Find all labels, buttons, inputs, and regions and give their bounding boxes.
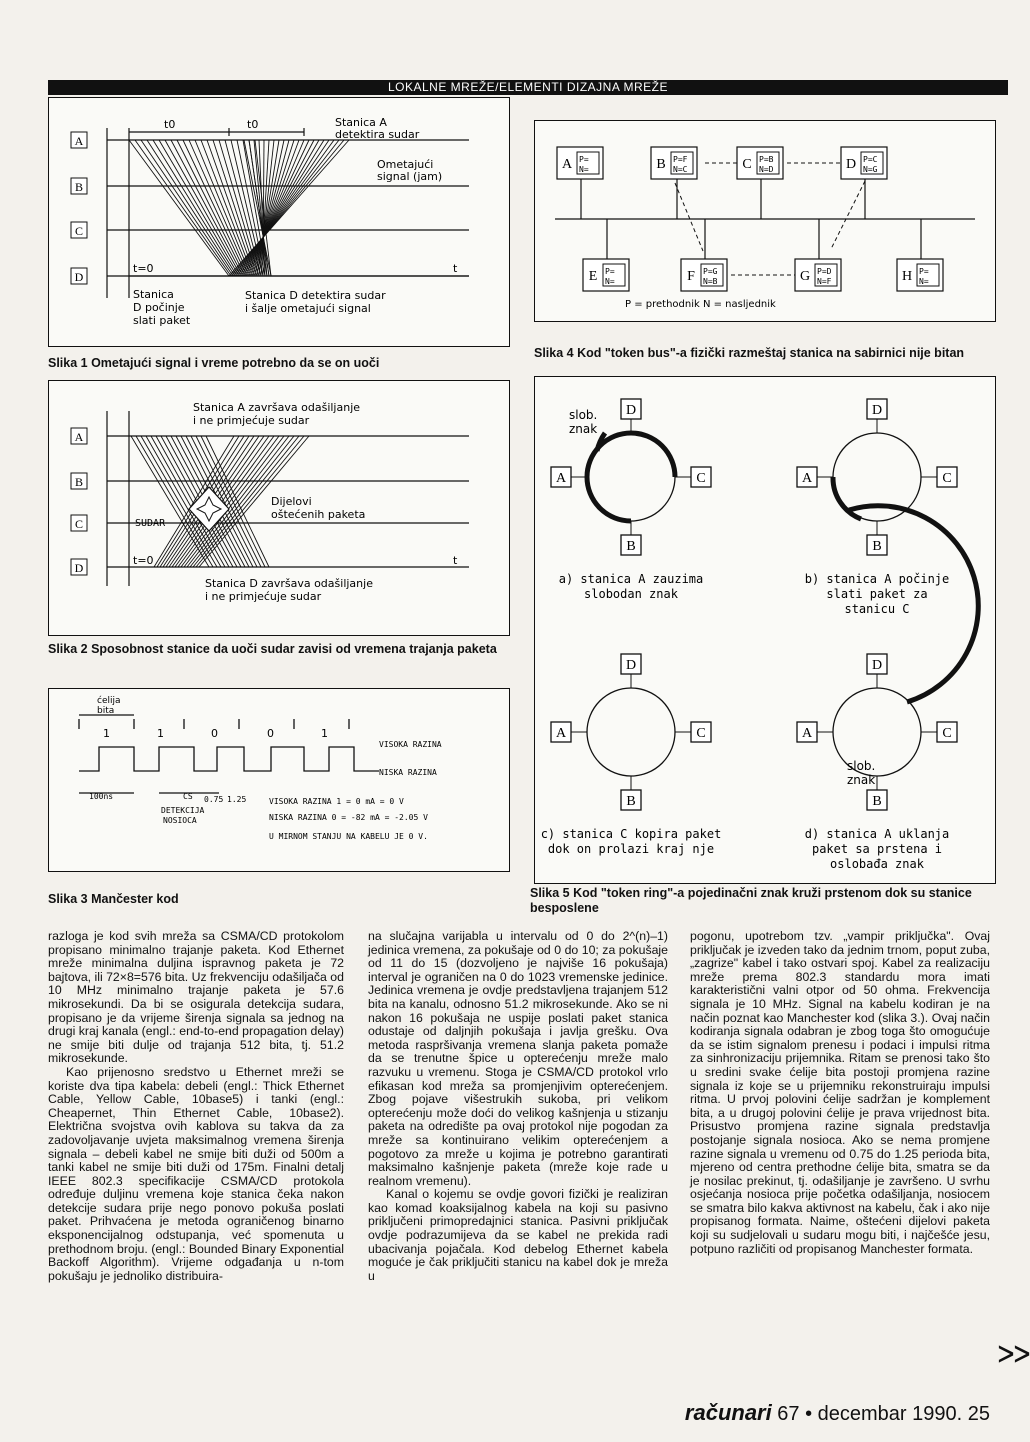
cs-desc-2: NOSIOCA: [163, 816, 197, 825]
bus-node-h: [897, 259, 943, 291]
bit-3: 0: [211, 727, 218, 740]
body-column-1: [48, 930, 344, 1283]
fig4-legend: P = prethodnik N = nasljednik: [625, 299, 776, 310]
legend-2: NISKA RAZINA 0 = -82 mA = -2.05 V: [269, 813, 428, 822]
cell-label-2: bita: [97, 706, 115, 716]
continue-arrow-icon: ᐳᐳ: [998, 1342, 1030, 1367]
cs-value-2: 1.25: [227, 795, 247, 804]
sudar-label: SUDAR: [135, 518, 166, 529]
bit-5: 1: [321, 727, 328, 740]
a-ends-line1: Stanica A završava odašiljanje: [193, 401, 361, 414]
svg-text:b) stanica A počinje: b) stanica A počinje: [804, 572, 950, 586]
station-b-label: B: [74, 180, 84, 194]
svg-text:C: C: [696, 726, 706, 741]
parts-line1: Dijelovi: [271, 495, 312, 508]
token-ring-panel-3: [541, 433, 722, 856]
figure-1-caption: Slika 1 Ometajući signal i vreme potrebno da se on uoči: [48, 356, 380, 370]
svg-text:C: C: [942, 726, 952, 741]
figure-2-drawing: [49, 381, 509, 635]
station-d-label: D: [74, 270, 84, 284]
bus-node-d: [841, 147, 887, 179]
f2-station-c: C: [74, 517, 84, 531]
figure-1: [48, 97, 510, 347]
svg-text:stanicu C: stanicu C: [844, 602, 910, 616]
svg-text:N=: N=: [579, 165, 589, 174]
low-level: NISKA RAZINA: [379, 768, 437, 777]
col1-para-1: razloga je kod svih mreža sa CSMA/CD protokolom propisano minimalno trajanje paketa. Kod Ethernet mreže minimalna duljina ispravnog paketa je 72 bajtova, ili 72×8=576 bita. Uz frekvenciju odašiljača od 10 MHz minimalno trajanje paketa je 57.6 mikrosekundi. Da bi se osigurala detekcija sudara, propisano je da vrijeme širenja signala sa jednog na drugi kraj kanala (engl.: end-to-end propagation delay) ne smije biti dulje od trajanja 512 bita, tj. 51.2 mikrosekunde.: [48, 929, 344, 1066]
svg-text:a) stanica A zauzima: a) stanica A zauzima: [558, 572, 704, 586]
svg-text:B: B: [626, 794, 636, 809]
magazine-brand: računari: [684, 1400, 772, 1425]
svg-text:P=: P=: [579, 155, 589, 164]
legend-1: VISOKA RAZINA 1 = 0 mA = 0 V: [269, 797, 404, 806]
section-header: LOKALNE MREŽE/ELEMENTI DIZAJNA MREŽE: [48, 80, 1008, 95]
jam-line2: signal (jam): [377, 170, 443, 183]
svg-text:N=D: N=D: [759, 165, 774, 174]
svg-text:H: H: [901, 269, 913, 284]
period: 100ns: [89, 792, 114, 801]
svg-text:B: B: [626, 539, 636, 554]
figure-1-drawing: [49, 98, 509, 346]
f2-station-a: A: [74, 430, 84, 444]
svg-text:A: A: [801, 726, 813, 741]
svg-text:P=C: P=C: [863, 155, 878, 164]
cs-desc-1: DETEKCIJA: [161, 806, 205, 815]
svg-text:D: D: [625, 403, 637, 418]
figure-5: [534, 376, 996, 884]
cs-value-1: 0.75: [204, 795, 224, 804]
svg-text:paket sa prstena i: paket sa prstena i: [811, 842, 943, 856]
svg-text:N=G: N=G: [863, 165, 878, 174]
bit-1: 1: [103, 727, 110, 740]
bus-node-b: [651, 147, 697, 179]
figure-4-drawing: [535, 121, 995, 321]
svg-text:P=: P=: [919, 267, 929, 276]
d-detects-line2: i šalje ometajući signal: [245, 302, 371, 315]
svg-text:N=: N=: [919, 277, 929, 286]
svg-text:N=F: N=F: [817, 277, 832, 286]
f2-t-axis: t: [453, 554, 458, 567]
bus-node-e: [583, 259, 629, 291]
cell-label-1: ćelija: [97, 696, 121, 706]
col3-para-1: pogonu, upotrebom tzv. „vampir priključka". Ovaj priključak je izveden tako da jednim trnom, poput zuba, „zagrize" kabel i tako ostvari spoj. Kabel za realizaciju mreže prema 802.3 standardu mora imati karakteristični valni otpor od 50 ohma. Frekvencija signala je 10 MHz. Signal na kabelu kodiran je na način poznat kao Manchester kod (slika 3.). Ovaj način kodiranja signala odabran je zbog toga što omogućuje da se istim signalom prenesu i podaci i impulsi ritma za sinhronizaciju prijemnika. Ritam se prenosi tako što u sredini svake ćelije bita postoji promjena razine signala iz koje se u prijemniku rekonstruiraju impulsi ritma. U prvoj polovini ćelije sadržan je komplement bita, a u drugoj polovini ćelije je prava vrijednost bita. Prisustvo promjena razine signala predstavlja postojanje signala nosioca. Ako se nema promjene razine signala u vremenu od 0.75 do 1.25 perioda bita, mjereno od centra prethodne ćelije bita, smatra se da je nosilac prekinut, tj. odašiljanje je završeno. U svrhu osjećanja nosioca prije početka odašiljanja, nosiocem se smatra bilo kakva aktivnost na kabelu, čak i ako nije propisanog formata. Naime, oštećeni dijelovi paketa koji su sudjelovali u sudaru mogu biti, i najčešće jesu, potpuno različiti od propisanog Manchester formata.: [690, 929, 990, 1256]
svg-text:A: A: [555, 471, 567, 486]
svg-text:F: F: [687, 269, 695, 284]
svg-text:D: D: [871, 403, 883, 418]
d-ends-line2: i ne primjećuje sudar: [205, 590, 322, 603]
svg-text:D: D: [845, 157, 857, 172]
svg-text:P=D: P=D: [817, 267, 832, 276]
d-starts-line1: Stanica: [133, 288, 174, 301]
token-ring-panel-1: [551, 399, 711, 601]
svg-text:d) stanica A uklanja: d) stanica A uklanja: [804, 827, 950, 841]
d-ends-line1: Stanica D završava odašiljanje: [205, 577, 373, 590]
figure-5-caption: Slika 5 Kod "token ring"-a pojedinačni znak kruži prstenom dok su stanice besposlene: [530, 886, 972, 915]
issue-info: 67 • decembar 1990. 25: [771, 1403, 990, 1425]
svg-text:C: C: [942, 471, 952, 486]
station-c-label: C: [74, 224, 84, 238]
t0-left: t0: [164, 118, 176, 131]
svg-text:slobodan znak: slobodan znak: [584, 587, 678, 601]
body-column-3: [690, 930, 990, 1256]
svg-text:A: A: [801, 471, 813, 486]
f2-station-b: B: [74, 475, 84, 489]
svg-text:C: C: [742, 157, 752, 172]
svg-text:P=B: P=B: [759, 155, 774, 164]
svg-text:c) stanica C kopira paket: c) stanica C kopira paket: [540, 827, 722, 841]
a-detects-line2: detektira sudar: [335, 128, 420, 141]
d-starts-line3: slati paket: [133, 314, 191, 327]
t-zero: t=0: [133, 262, 154, 275]
svg-text:E: E: [588, 269, 598, 284]
page-footer: [685, 1400, 990, 1426]
figure-3: [48, 688, 510, 872]
bus-node-a: [557, 147, 603, 179]
high-level: VISOKA RAZINA: [379, 740, 442, 749]
cs-label: CS: [183, 792, 193, 801]
t-axis: t: [453, 262, 458, 275]
svg-text:C: C: [696, 471, 706, 486]
a-detects-line1: Stanica A: [335, 116, 387, 129]
bit-4: 0: [267, 727, 274, 740]
svg-text:P=: P=: [605, 267, 615, 276]
figure-2-caption: Slika 2 Sposobnost stanice da uoči sudar zavisi od vremena trajanja paketa: [48, 642, 497, 656]
bus-node-g: [795, 259, 841, 291]
figure-2: [48, 380, 510, 636]
svg-text:N=B: N=B: [703, 277, 718, 286]
svg-text:D: D: [871, 658, 883, 673]
svg-text:N=C: N=C: [673, 165, 688, 174]
col2-para-2: Kanal o kojemu se ovdje govori fizički je realiziran kao komad koaksijalnog kabela na koji su pasivno priključeni primopredajnici stanica. Pasivni priključak ovdje podrazumijeva da se kabel ne prekida radi ubacivanja pojačala. Kod debelog Ethernet kabela moguće je čak priključiti stanicu na kabel dok je mreža u: [368, 1187, 668, 1283]
svg-text:P=F: P=F: [673, 155, 688, 164]
svg-text:slati paket za: slati paket za: [826, 587, 928, 601]
station-a-label: A: [74, 134, 84, 148]
figure-5-drawing: [535, 377, 995, 883]
d-detects-line1: Stanica D detektira sudar: [245, 289, 386, 302]
svg-text:slob.: slob.: [569, 408, 598, 422]
bit-2: 1: [157, 727, 164, 740]
svg-text:B: B: [656, 157, 666, 172]
figure-3-caption: Slika 3 Mančester kod: [48, 892, 179, 906]
jam-line1: Ometajući: [377, 158, 434, 171]
col2-para-1: na slučajna varijabla u intervalu od 0 do 2^(n)–1) jedinica vremena, za pokušaje od 0 do 10; za pokušaje od 11 do 15 (dozvoljeno je najviše 16 pokušaja) interval je ograničen na 0 do 1023 vremenske jedinice. Jedinica vremena je ovdje predstavljena trajanjem 512 bita na kanalu, odnosno 51.2 mikrosekunde. Ako se ni nakon 16 pokušaja ne uspije poslati paket stanica odustaje od daljnjih pokušaja i javlja grešku. Ova metoda raspršivanja vremena slanja paketa pomaže da se trenutne špice u opterećenju mreže malo razvuku u vremenu. Stoga je CSMA/CD protokol vrlo efikasan kod mreža sa promjenjivim opterećenjem. Zbog pojave višestrukih sukoba, pri velikom opterećenju može doći do velikog kašnjenja u stizanju paketa na odredište pa ovaj protokol nije pogodan za mreže sa kontinuirano velikim opterećenjem a pogotovo za mreže u kojima je potrebno garantirati maksimalno kašnjenje paketa (mreže koje rade u realnom vremenu).: [368, 929, 668, 1188]
t0-right: t0: [247, 118, 259, 131]
svg-text:A: A: [561, 157, 573, 172]
svg-text:slob.: slob.: [847, 759, 876, 773]
figure-3-drawing: [49, 689, 509, 871]
svg-text:B: B: [872, 539, 882, 554]
f2-station-d: D: [74, 561, 84, 575]
svg-text:A: A: [555, 726, 567, 741]
svg-text:znak: znak: [569, 422, 598, 436]
figure-4: [534, 120, 996, 322]
svg-text:B: B: [872, 794, 882, 809]
legend-3: U MIRNOM STANJU NA KABELU JE 0 V.: [269, 832, 428, 841]
svg-text:P=G: P=G: [703, 267, 718, 276]
svg-text:oslobađa znak: oslobađa znak: [830, 857, 924, 871]
token-ring-panel-4: [797, 506, 978, 871]
body-column-2: [368, 930, 668, 1283]
svg-text:G: G: [799, 269, 811, 284]
d-starts-line2: D počinje: [133, 301, 185, 314]
svg-text:N=: N=: [605, 277, 615, 286]
figure-4-caption: Slika 4 Kod "token bus"-a fizički razmeštaj stanica na sabirnici nije bitan: [534, 346, 965, 360]
svg-text:D: D: [625, 658, 637, 673]
svg-text:dok on prolazi kraj nje: dok on prolazi kraj nje: [547, 842, 715, 856]
a-ends-line2: i ne primjećuje sudar: [193, 414, 310, 427]
bus-node-f: [681, 259, 727, 291]
station-labels: [71, 132, 87, 284]
f2-t-zero: t=0: [133, 554, 154, 567]
parts-line2: oštećenih paketa: [271, 508, 366, 521]
svg-text:znak: znak: [847, 773, 876, 787]
col1-para-2: Kao prijenosno sredstvo u Ethernet mreži se koriste dva tipa kabela: debeli (engl.: Thick Ethernet Cable, Yellow Cable, 10base5) i tanki (engl.: Cheapernet, Thin Ethernet Cable, 10base2). Električna svojstva ovih kablova su takva da za zadovoljavanje uvjeta maksimalnog vremena širenja signala – debeli kabel ne smije biti duži od 500m a tanki kabel ne smije biti duži od 175m. Finalni detalj IEEE 802.3 specifikacije CSMA/CD protokola određuje duljinu vremena koje stanica čeka nakon detekcije sudara prije nego ponovo pokuša poslati paket. Prihvaćena je metoda ograničenog binarno eksponencijalnog odstupanja, već spomenuta u prethodnom broju. (engl.: Bounded Binary Exponential Backoff Algorithm). Vrijeme odgađanja u n-tom pokušaju je jednoliko distribuira-: [48, 1064, 345, 1283]
bus-node-c: [737, 147, 783, 179]
